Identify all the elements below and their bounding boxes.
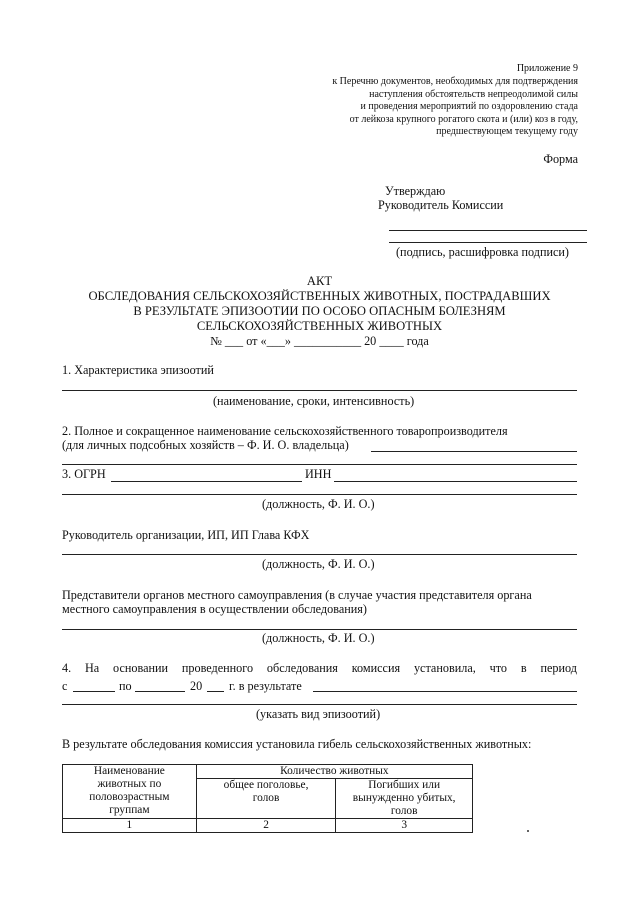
section4-caption: (указать вид эпизоотий)	[256, 707, 381, 721]
section4-word: установила,	[413, 661, 476, 675]
representatives-field-line[interactable]	[62, 629, 577, 630]
producer-name-field-line[interactable]	[371, 451, 577, 452]
appendix-line: и проведения мероприятий по оздоровлению стада	[360, 101, 578, 112]
signature-caption: (подпись, расшифровка подписи)	[396, 245, 569, 259]
signature-line[interactable]	[389, 230, 587, 231]
period-to-label: по	[119, 679, 132, 693]
table-header-total	[196, 779, 336, 819]
result-text: В результате обследования комиссия установила гибель сельскохозяйственных животных:	[62, 737, 532, 751]
section1-caption: (наименование, сроки, интенсивность)	[213, 394, 415, 408]
header-text: общее поголовье,	[223, 779, 309, 791]
table-column-number: 2	[196, 819, 336, 833]
scan-speck	[527, 830, 529, 832]
section4-word: период	[540, 661, 577, 675]
section1-field-line[interactable]	[62, 390, 577, 391]
appendix-line: наступления обстоятельств непреодолимой силы	[369, 89, 578, 100]
section4-word: что	[489, 661, 508, 675]
head-org-label: Руководитель организации, ИП, ИП Глава КФХ	[62, 528, 310, 542]
representatives-line: местного самоуправления в осуществлении обследования)	[62, 602, 367, 616]
section4-word: проведенного	[181, 661, 254, 675]
section2-line: 2. Полное и сокращенное наименование сельскохозяйственного товаропроизводителя	[62, 424, 508, 438]
result-field-line[interactable]	[62, 704, 577, 705]
section1-label: 1. Характеристика эпизоотий	[62, 363, 214, 377]
header-text: вынужденно убитых,	[352, 792, 456, 804]
form-label: Форма	[543, 152, 578, 166]
period-to-field-line[interactable]	[135, 691, 185, 692]
table-header-animals	[63, 765, 197, 819]
header-text: животных по	[97, 778, 162, 790]
period-year-field-line[interactable]	[207, 691, 224, 692]
appendix-line: предшествующем текущему году	[436, 126, 578, 137]
period-result-label: г. в результате	[229, 679, 302, 693]
title-line: СЕЛЬСКОХОЗЯЙСТВЕННЫХ ЖИВОТНЫХ	[196, 319, 443, 333]
table-column-number: 3	[336, 819, 473, 833]
period-from-field-line[interactable]	[73, 691, 115, 692]
appendix-number: Приложение 9	[516, 63, 578, 74]
result-field-line[interactable]	[313, 691, 577, 692]
table-header-dead	[336, 779, 473, 819]
section4-word: основании	[113, 661, 169, 675]
ogrn-field-line[interactable]	[111, 481, 302, 482]
period-from-label: с	[62, 679, 68, 693]
commission-head-label: Руководитель Комиссии	[378, 198, 504, 212]
head-org-field-line[interactable]	[62, 554, 577, 555]
period-year-label: 20	[190, 679, 203, 693]
header-text: голов	[252, 792, 280, 804]
inn-field-line[interactable]	[334, 481, 577, 482]
table-column-number: 1	[63, 819, 197, 833]
section4-word: комиссия	[351, 661, 401, 675]
title-line: В РЕЗУЛЬТАТЕ ЭПИЗООТИИ ПО ОСОБО ОПАСНЫМ БОЛЕЗНЯМ	[133, 304, 506, 318]
section2-line: (для личных подсобных хозяйств – Ф. И. О. владельца)	[62, 438, 349, 452]
position-name-field-line[interactable]	[62, 494, 577, 495]
section4-word: обследования	[266, 661, 338, 675]
header-text: Погибших или	[368, 779, 441, 791]
header-text: Наименование	[93, 765, 165, 777]
title-act: АКТ	[306, 274, 333, 288]
appendix-line: к Перечню документов, необходимых для подтверждения	[332, 76, 578, 87]
ogrn-label: 3. ОГРН	[62, 467, 106, 481]
approve-label: Утверждаю	[385, 184, 446, 198]
livestock-table	[62, 764, 473, 833]
producer-name-field-line[interactable]	[62, 464, 577, 465]
table-header-group: Количество животных	[196, 765, 472, 779]
act-number-date: № ___ от «___» ___________ 20 ____ года	[210, 334, 429, 348]
section3-caption: (должность, Ф. И. О.)	[262, 497, 375, 511]
representatives-caption: (должность, Ф. И. О.)	[262, 631, 375, 645]
header-text: группам	[109, 804, 150, 816]
inn-label: ИНН	[305, 467, 332, 481]
title-line: ОБСЛЕДОВАНИЯ СЕЛЬСКОХОЗЯЙСТВЕННЫХ ЖИВОТНЫХ, ПОСТРАДАВШИХ	[88, 289, 551, 303]
section4-word: На	[84, 661, 100, 675]
signature-line[interactable]	[389, 242, 587, 243]
section4-word: в	[520, 661, 527, 675]
head-org-caption: (должность, Ф. И. О.)	[262, 557, 375, 571]
section4-line1	[62, 661, 577, 675]
appendix-line: от лейкоза крупного рогатого скота и (или) коз в году,	[349, 114, 578, 125]
representatives-line: Представители органов местного самоуправления (в случае участия представителя органа	[62, 588, 532, 602]
header-text: половозрастным	[89, 791, 170, 803]
section4-word: 4.	[62, 661, 72, 675]
header-text: голов	[390, 805, 418, 817]
